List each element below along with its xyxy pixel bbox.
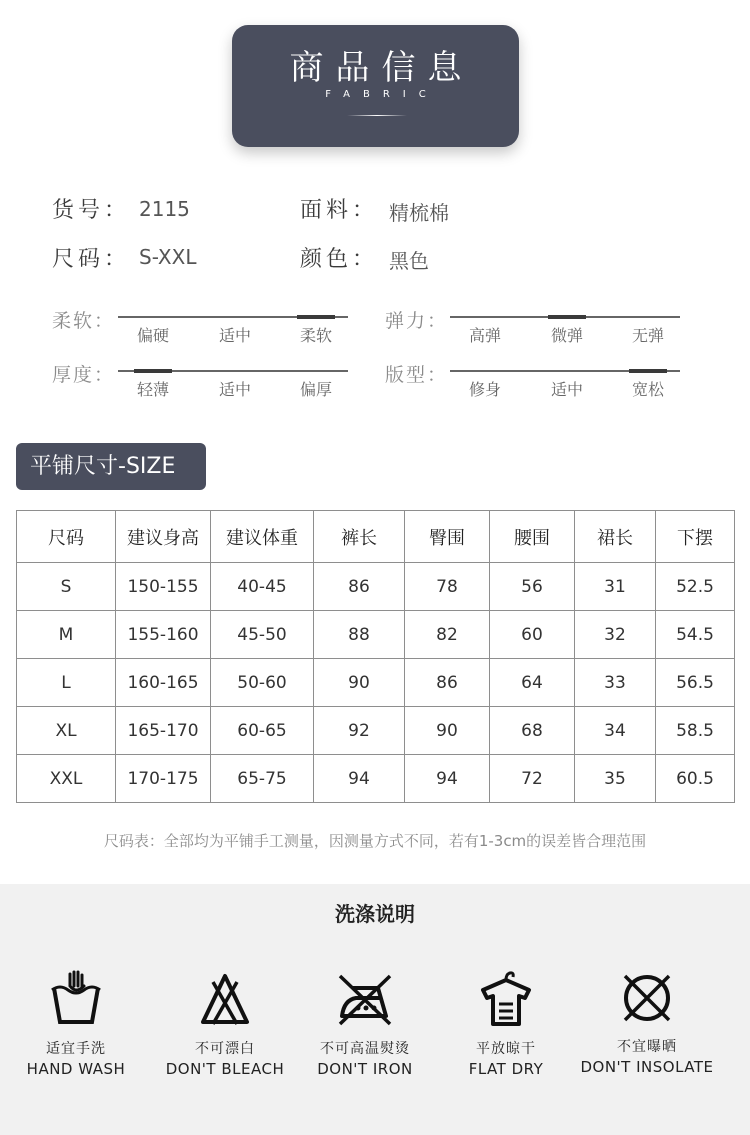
table-cell: M <box>17 611 116 659</box>
wash-label-cn: 不可高温熨烫 <box>320 1041 410 1057</box>
scale-option: 高弹 <box>468 326 501 345</box>
table-header-cell: 下摆 <box>656 511 735 563</box>
table-cell: 90 <box>405 707 490 755</box>
color-label: 颜色： <box>300 247 379 272</box>
item-no-label: 货号： <box>52 198 131 223</box>
softness-scale <box>118 313 348 353</box>
table-cell: 86 <box>405 659 490 707</box>
table-cell: 56 <box>490 563 575 611</box>
wash-label-cn: 不宜曝晒 <box>617 1039 677 1055</box>
table-cell: 82 <box>405 611 490 659</box>
table-header-cell: 腰围 <box>490 511 575 563</box>
table-cell: 94 <box>314 755 405 803</box>
table-cell: 150-155 <box>116 563 211 611</box>
table-header-cell: 裤长 <box>314 511 405 563</box>
scale-option: 适中 <box>218 326 251 345</box>
table-cell: 94 <box>405 755 490 803</box>
table-header-cell: 尺码 <box>17 511 116 563</box>
fit-scale <box>450 367 680 407</box>
header-divider <box>347 115 407 116</box>
table-row <box>17 611 735 659</box>
fabric-label: 面料： <box>300 198 379 223</box>
table-cell: 32 <box>575 611 656 659</box>
table-cell: 160-165 <box>116 659 211 707</box>
scale-option: 柔软 <box>299 326 332 345</box>
table-header-row <box>17 511 735 563</box>
scale-option: 无弹 <box>631 326 664 345</box>
table-cell: S <box>17 563 116 611</box>
size-section-title: 平铺尺寸-SIZE <box>16 443 206 490</box>
wash-label-en: DON'T INSOLATE <box>580 1058 714 1076</box>
size-table <box>16 510 735 803</box>
wash-title: 洗涤说明 <box>335 902 415 926</box>
flat-dry-icon <box>475 966 537 1030</box>
scale-option: 修身 <box>468 380 501 399</box>
size-value: S-XXL <box>139 245 197 269</box>
fit-label: 版型： <box>385 364 449 386</box>
table-header-cell: 建议体重 <box>211 511 314 563</box>
no-iron-icon <box>334 968 396 1030</box>
table-cell: 50-60 <box>211 659 314 707</box>
table-header-cell: 裙长 <box>575 511 656 563</box>
table-cell: 34 <box>575 707 656 755</box>
wash-item-no-iron <box>295 968 435 1078</box>
table-cell: 86 <box>314 563 405 611</box>
table-cell: 56.5 <box>656 659 735 707</box>
scale-marker <box>548 315 586 319</box>
table-cell: 68 <box>490 707 575 755</box>
wash-item-no-bleach <box>155 968 295 1078</box>
table-cell: 170-175 <box>116 755 211 803</box>
wash-item-hand-wash <box>6 968 146 1078</box>
header-title: 商品信息 <box>289 48 474 88</box>
wash-item-flat-dry <box>436 966 576 1078</box>
header-banner <box>232 25 519 147</box>
table-cell: 40-45 <box>211 563 314 611</box>
scale-option: 适中 <box>550 380 583 399</box>
size-note: 尺码表：全部均为平铺手工测量，因测量方式不同，若有1-3cm的误差皆合理范围 <box>103 832 647 850</box>
table-cell: 54.5 <box>656 611 735 659</box>
table-header-cell: 建议身高 <box>116 511 211 563</box>
color-value: 黑色 <box>389 249 429 273</box>
table-cell: 72 <box>490 755 575 803</box>
table-row <box>17 659 735 707</box>
no-sun-icon <box>617 968 677 1028</box>
scale-marker <box>297 315 335 319</box>
no-bleach-icon <box>195 968 255 1030</box>
table-cell: 52.5 <box>656 563 735 611</box>
scale-option: 微弹 <box>550 326 583 345</box>
scale-marker <box>629 369 667 373</box>
scale-option: 适中 <box>218 380 251 399</box>
table-cell: XL <box>17 707 116 755</box>
table-header-cell: 臀围 <box>405 511 490 563</box>
table-row <box>17 707 735 755</box>
elasticity-scale <box>450 313 680 353</box>
scale-option: 轻薄 <box>136 380 169 399</box>
wash-label-en: HAND WASH <box>26 1060 126 1078</box>
header-subtitle: FABRIC <box>325 89 439 100</box>
wash-label-en: FLAT DRY <box>468 1060 544 1078</box>
table-cell: XXL <box>17 755 116 803</box>
table-cell: 58.5 <box>656 707 735 755</box>
table-cell: 45-50 <box>211 611 314 659</box>
scale-option: 宽松 <box>631 380 664 399</box>
table-cell: 65-75 <box>211 755 314 803</box>
table-cell: 35 <box>575 755 656 803</box>
table-cell: 33 <box>575 659 656 707</box>
elasticity-label: 弹力： <box>385 310 449 332</box>
wash-label-cn: 不可漂白 <box>195 1041 255 1057</box>
thickness-scale <box>118 367 348 407</box>
wash-label-en: DON'T IRON <box>317 1060 413 1078</box>
scale-option: 偏硬 <box>136 326 169 345</box>
wash-label-en: DON'T BLEACH <box>165 1060 285 1078</box>
table-cell: 60 <box>490 611 575 659</box>
table-cell: 64 <box>490 659 575 707</box>
table-cell: 155-160 <box>116 611 211 659</box>
thickness-label: 厚度： <box>52 364 116 386</box>
table-cell: L <box>17 659 116 707</box>
size-label: 尺码： <box>52 247 131 272</box>
wash-item-no-sun <box>577 968 717 1076</box>
softness-label: 柔软： <box>52 310 116 332</box>
table-cell: 90 <box>314 659 405 707</box>
scale-marker <box>134 369 172 373</box>
hand-wash-icon <box>46 968 106 1030</box>
table-cell: 88 <box>314 611 405 659</box>
wash-label-cn: 适宜手洗 <box>46 1041 106 1057</box>
table-cell: 31 <box>575 563 656 611</box>
table-cell: 60-65 <box>211 707 314 755</box>
wash-label-cn: 平放晾干 <box>476 1041 536 1057</box>
table-row <box>17 755 735 803</box>
scale-option: 偏厚 <box>299 380 332 399</box>
table-cell: 165-170 <box>116 707 211 755</box>
table-cell: 60.5 <box>656 755 735 803</box>
table-cell: 78 <box>405 563 490 611</box>
item-no-value: 2115 <box>139 197 190 221</box>
fabric-value: 精梳棉 <box>389 201 449 225</box>
table-row <box>17 563 735 611</box>
table-cell: 92 <box>314 707 405 755</box>
